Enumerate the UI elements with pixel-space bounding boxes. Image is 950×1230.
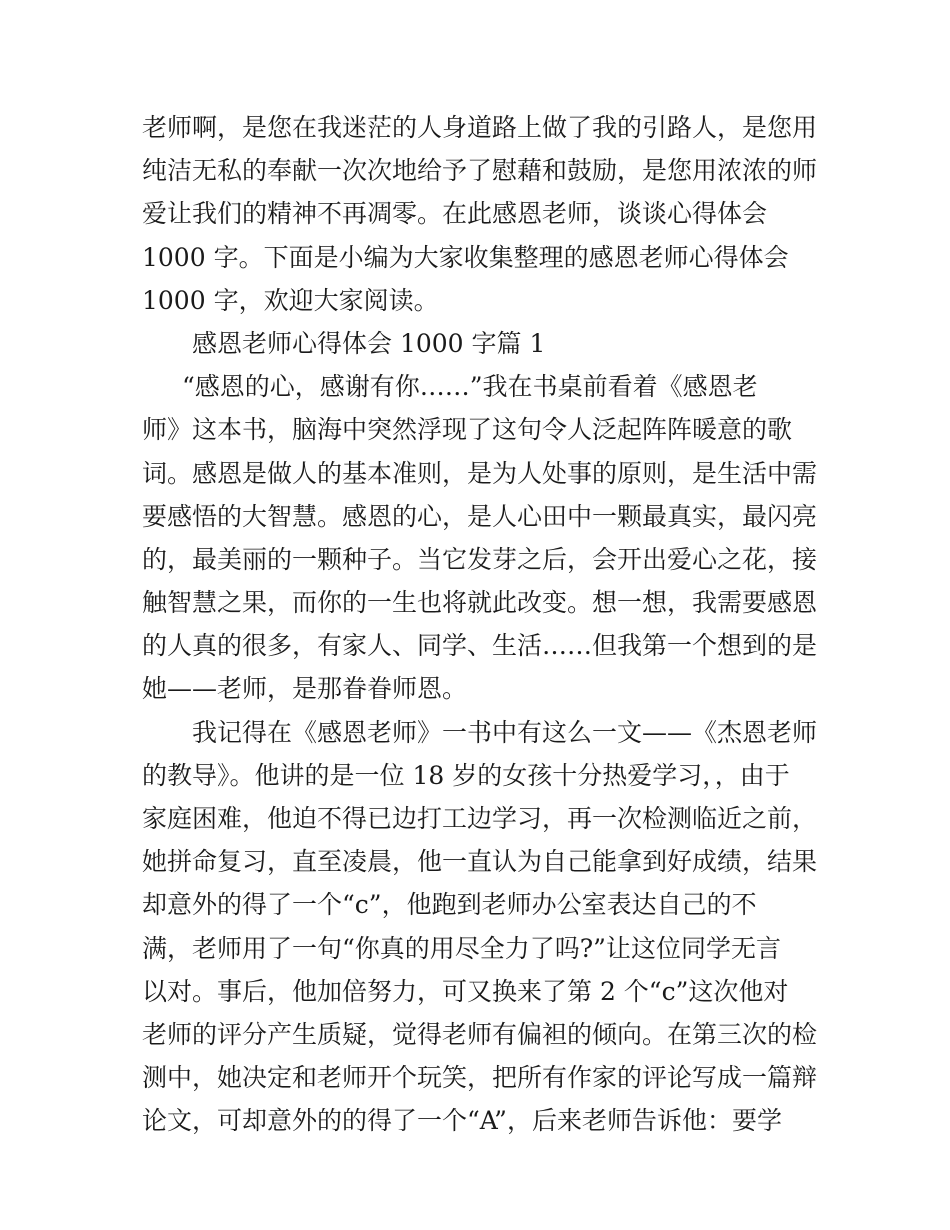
text-line: 我记得在《感恩老师》一书中有这么一文——《杰恩老师 (192, 717, 818, 747)
text-line: 纯洁无私的奉献一次次地给予了慰藉和鼓励，是您用浓浓的师 (142, 156, 818, 186)
section-heading: 感恩老师心得体会 1000 字篇 1 (192, 328, 546, 358)
text-line: 要感悟的大智慧。感恩的心，是人心田中一颗最真实，最闪亮 (142, 501, 818, 531)
text-line: 的教导》。他讲的是一位 18 岁的女孩十分热爱学习，，由于 (142, 760, 790, 790)
text-line: 以对。事后，他加倍努力，可又换来了第 2 个“c”这次他对 (142, 976, 789, 1006)
text-line: 爱让我们的精神不再凋零。在此感恩老师，谈谈心得体会 (142, 199, 768, 229)
text-line: 1000 字，欢迎大家阅读。 (142, 285, 439, 315)
text-line: 论文，可却意外的的得了一个“A”，后来老师告诉他：要学 (142, 1106, 782, 1136)
text-line: 师》这本书，脑海中突然浮现了这句令人泛起阵阵暖意的歌 (142, 415, 793, 445)
text-line: 测中，她决定和老师开个玩笑，把所有作家的评论写成一篇辩 (142, 1063, 818, 1093)
text-line: 词。感恩是做人的基本准则，是为人处事的原则，是生活中需 (142, 458, 818, 488)
text-line: 1000 字。下面是小编为大家收集整理的感恩老师心得体会 (142, 242, 789, 272)
text-line: 满，老师用了一句“你真的用尽全力了吗?”让这位同学无言 (142, 933, 781, 963)
text-line: 老师啊，是您在我迷茫的人身道路上做了我的引路人，是您用 (142, 113, 818, 142)
text-line: 却意外的得了一个“c”，他跑到老师办公室表达自己的不 (142, 890, 757, 920)
text-line: 老师的评分产生质疑，觉得老师有偏袒的倾向。在第三次的检 (142, 1019, 818, 1049)
text-line: “感恩的心，感谢有你……”我在书桌前看着《感恩老 (182, 372, 758, 402)
text-line: 触智慧之果，而你的一生也将就此改变。想一想，我需要感恩 (142, 588, 818, 618)
text-line: 她——老师，是那眷眷师恩。 (142, 674, 468, 704)
text-line: 她拼命复习，直至凌晨，他一直认为自己能拿到好成绩，结果 (142, 847, 818, 877)
text-line: 的人真的很多，有家人、同学、生活……但我第一个想到的是 (142, 631, 818, 661)
document-body (142, 106, 822, 1143)
text-line: 的，最美丽的一颗种子。当它发芽之后，会开出爱心之花，接 (142, 544, 818, 574)
text-line: 家庭困难，他迫不得已边打工边学习，再一次检测临近之前， (142, 804, 818, 833)
